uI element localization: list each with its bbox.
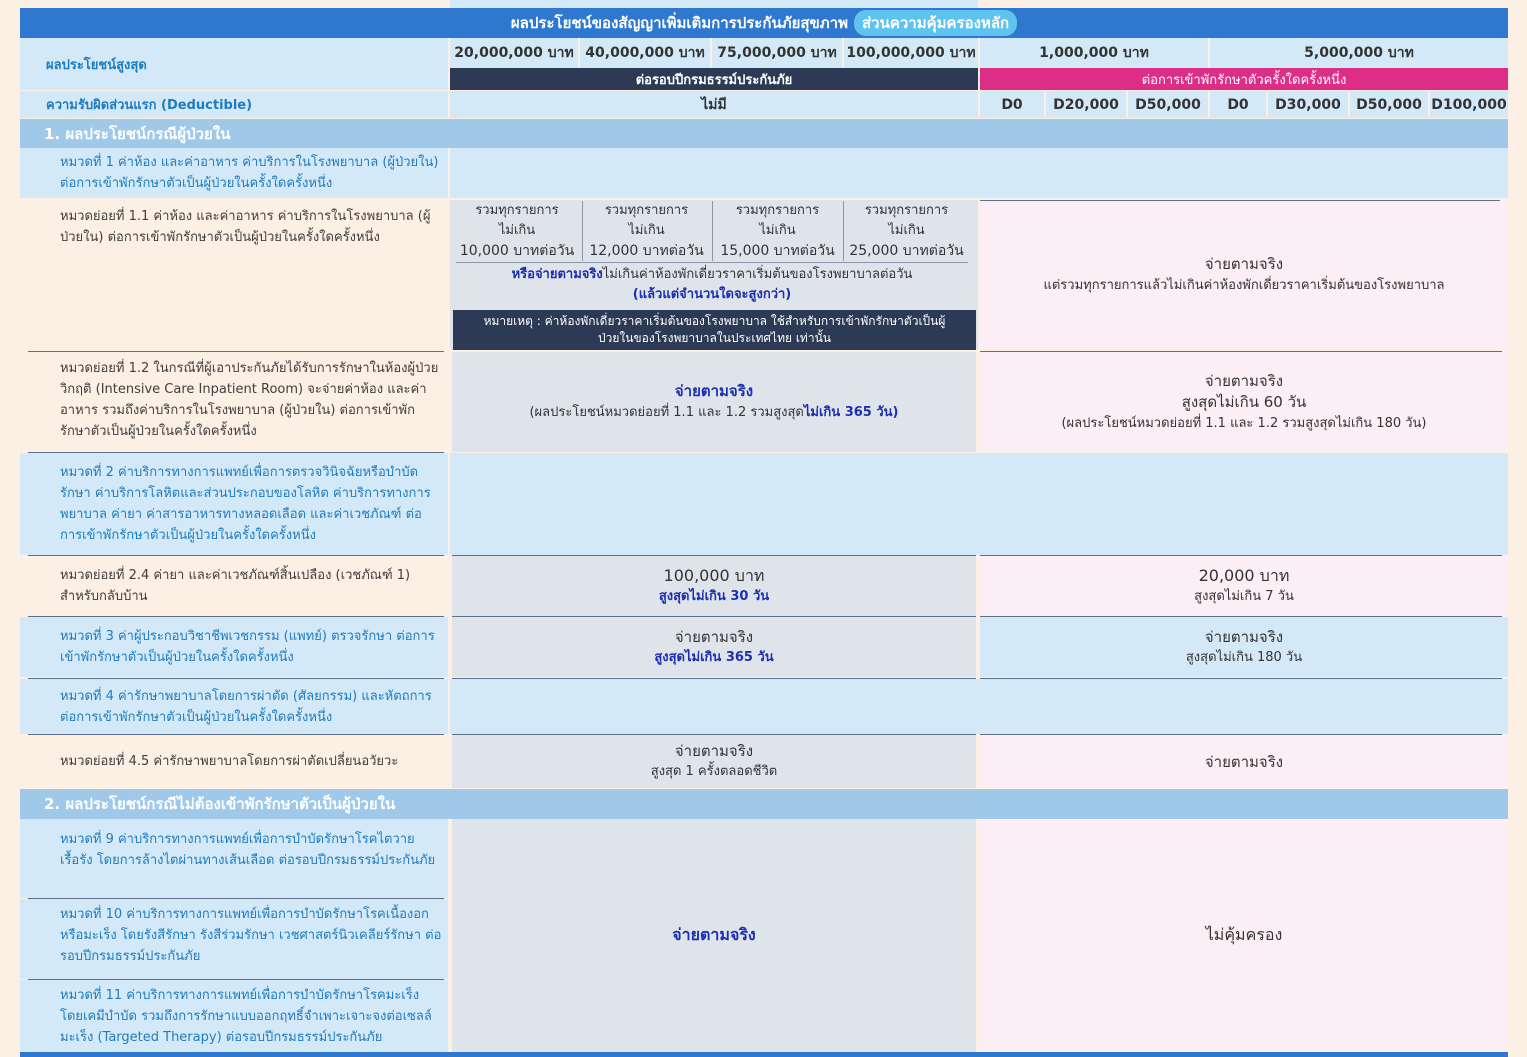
plan-line: รวมทุกรายการ [735,203,820,218]
row-sep [452,555,976,556]
deductible-none [450,91,978,118]
right-line-2: แต่รวมทุกรายการแล้วไม่เกินค่าห้องพักเดี่ยวราคาเริ่มต้นของโรงพยาบาล [1043,278,1445,293]
max-benefit-100m [844,38,978,68]
left-line-2: สูงสุดไม่เกิน 365 วัน [654,649,774,665]
or-actual-blue: หรือจ่ายตามจริง [511,267,603,282]
category-1-label [20,148,448,198]
left-line-2a: (ผลประโยชน์หมวดย่อยที่ 1.1 และ 1.2 รวมสูงสุด [529,405,804,420]
max-benefit-1m [980,38,1208,68]
category-11-label [20,980,448,1052]
category-3-text: หมวดที่ 3 ค่าผู้ประกอบวิชาชีพเวชกรรม (แพทย์) ตรวจรักษา ต่อการเข้าพักรักษาตัวเป็นผู้ป่วยในครั้งใดครั้งหนึ่ง [60,629,435,665]
plan-line: ไม่เกิน [759,223,796,238]
or-actual-text [454,264,970,306]
category-2-label [20,453,448,555]
category-9-label [20,819,448,898]
category-10-label [20,899,448,979]
deductible-value: D100,000 [1431,96,1507,113]
right-line-1: จ่ายตามจริง [1204,371,1284,390]
deductible-d30000 [1268,91,1348,118]
row-sep [980,616,1502,617]
row-sep [452,678,976,679]
deductible-value: D30,000 [1275,96,1341,113]
table-title: ผลประโยชน์ของสัญญาเพิ่มเติมการประกันภัยสุขภาพ [510,14,848,32]
period-right-bar [980,68,1508,90]
plan-line: 12,000 บาทต่อวัน [589,243,704,259]
subcategory-4-5-text: หมวดย่อยที่ 4.5 ค่ารักษาพยาบาลโดยการผ่าตัดเปลี่ยนอวัยวะ [60,754,399,769]
subcategory-1-2-text: หมวดย่อยที่ 1.2 ในกรณีที่ผู้เอาประกันภัยได้รับการรักษาในห้องผู้ป่วยวิกฤติ (Intensive Care Inpatient Room) จะจ่ายค่าห้อง และค่าอาหาร รวมถึงค่าบริการในโรงพยาบาล (ผู้ป่วยใน) ต่อการเข้าพักรักษาตัวเป็นผู้ป่วยในครั้งใดครั้งหนึ่ง [60,361,439,439]
max-benefit-40m [580,38,710,68]
deductible-d0-a [980,91,1044,118]
section-1-header [20,119,1508,148]
row-sep [452,616,976,617]
max-benefit-label-text: ผลประโยชน์สูงสุด [46,57,147,73]
subcategory-1-1-label [20,200,448,350]
category-4-fill [450,679,1508,734]
deductible-value: D0 [1227,96,1249,113]
plan-10000 [454,201,580,261]
category-1-fill [450,148,1508,198]
plan-line: 10,000 บาทต่อวัน [459,243,575,259]
category-11-text: หมวดที่ 11 ค่าบริการทางการแพทย์เพื่อการบำบัดรักษาโรคมะเร็ง โดยเคมีบำบัด รวมถึงการรักษาแบบออกฤทธิ์จำเพาะเจาะจงต่อเซลล์มะเร็ง (Targeted Therapy) ต่อรอบปีกรมธรรม์ประกันภัย [60,988,432,1045]
deductible-value: D20,000 [1053,96,1119,113]
left-line-2b: ไม่เกิน 365 วัน) [803,405,899,420]
max-benefit-value: 100,000,000 บาท [846,45,976,61]
header-mid-strip [450,0,978,8]
note-box [453,310,976,350]
section-2-left-cell [452,819,976,1052]
right-line-1: จ่ายตามจริง [1204,255,1284,273]
subcategory-1-2-label [20,352,448,452]
row-sep [980,351,1502,352]
plan-line: 15,000 บาทต่อวัน [720,243,835,259]
plan-line: 25,000 บาทต่อวัน [849,243,964,259]
deductible-d100000 [1430,91,1508,118]
max-benefit-value: 75,000,000 บาท [717,45,837,61]
right-line-1: จ่ายตามจริง [1204,627,1284,646]
bottom-strip [20,1052,1508,1057]
right-line-1: จ่ายตามจริง [1204,752,1284,771]
right-line-1: 20,000 บาท [1198,566,1290,585]
section-2-title: 2. ผลประโยชน์กรณีไม่ต้องเข้าพักรักษาตัวเป็นผู้ป่วยใน [44,795,396,813]
deductible-d20000 [1046,91,1126,118]
plan-line: รวมทุกรายการ [475,203,559,218]
subcategory-4-5-left-cell [452,735,976,788]
plan-line: ไม่เกิน [628,223,665,238]
plan-25000 [843,201,969,261]
deductible-value: D50,000 [1135,96,1201,113]
period-left-text: ต่อรอบปีกรมธรรม์ประกันภัย [635,72,793,88]
plan-divider [456,262,968,263]
subcategory-4-5-label [20,735,448,788]
max-benefit-value: 5,000,000 บาท [1304,45,1414,61]
left-line-1: จ่ายตามจริง [674,382,754,400]
category-2-fill [450,453,1508,555]
or-actual-line-2: (แล้วแต่จำนวนใดจะสูงกว่า) [632,287,792,302]
period-right-text: ต่อการเข้าพักรักษาตัวครั้งใดครั้งหนึ่ง [1141,72,1347,88]
right-line-2: สูงสุดไม่เกิน 180 วัน [1185,649,1303,665]
section-2-left-text: จ่ายตามจริง [672,925,756,944]
subcategory-2-4-text: หมวดย่อยที่ 2.4 ค่ายา และค่าเวชภัณฑ์สิ้นเปลือง (เวชภัณฑ์ 1) สำหรับกลับบ้าน [60,568,411,604]
section-1-title: 1. ผลประโยชน์กรณีผู้ป่วยใน [44,124,231,143]
max-benefit-value: 1,000,000 บาท [1039,45,1149,61]
category-1-text: หมวดที่ 1 ค่าห้อง และค่าอาหาร ค่าบริการในโรงพยาบาล (ผู้ป่วยใน) ต่อการเข้าพักรักษาตัวเป็นผู้ป่วยในครั้งใดครั้งหนึ่ง [60,155,439,191]
or-actual-rest: ไม่เกินค่าห้องพักเดี่ยวราคาเริ่มต้นของโรงพยาบาลต่อวัน [602,267,913,282]
plan-line: ไม่เกิน [888,223,925,238]
category-9-text: หมวดที่ 9 ค่าบริการทางการแพทย์เพื่อการบำบัดรักษาโรคไตวายเรื้อรัง โดยการล้างไตผ่านทางเส้นเลือด ต่อรอบปีกรมธรรม์ประกันภัย [60,832,436,868]
subcategory-1-1-text: หมวดย่อยที่ 1.1 ค่าห้อง และค่าอาหาร ค่าบริการในโรงพยาบาล (ผู้ป่วยใน) ต่อการเข้าพักรักษาตัวเป็นผู้ป่วยในครั้งใดครั้งหนึ่ง [60,209,431,245]
note-text: หมายเหตุ : ค่าห้องพักเดี่ยวราคาเริ่มต้นของโรงพยาบาล ใช้สำหรับการเข้าพักรักษาตัวเป็นผู้ป่วยในของโรงพยาบาลในประเทศไทย เท่านั้น [483,314,946,345]
right-line-2: สูงสุดไม่เกิน 60 วัน [1181,392,1307,411]
table-header [20,8,1508,38]
deductible-d0-b [1210,91,1266,118]
row-sep [980,678,1502,679]
subcategory-2-4-right-cell [980,556,1508,616]
left-line-2: สูงสุดไม่เกิน 30 วัน [658,589,770,604]
max-benefit-75m [712,38,842,68]
category-3-label [20,617,448,677]
section-2-right-text: ไม่คุ้มครอง [1205,925,1283,944]
deductible-none-text: ไม่มี [701,96,727,113]
plan-15000 [712,201,842,261]
right-line-2: สูงสุดไม่เกิน 7 วัน [1194,589,1294,604]
section-2-right-cell [980,819,1508,1052]
category-10-text: หมวดที่ 10 ค่าบริการทางการแพทย์เพื่อการบำบัดรักษาโรคเนื้องอกหรือมะเร็ง โดยรังสีรักษา รังสีร่วมรักษา เวชศาสตร์นิวเคลียร์รักษา ต่อรอบปีกรมธรรม์ประกันภัย [60,907,442,964]
left-line-1: 100,000 บาท [663,566,765,585]
left-line-2: สูงสุด 1 ครั้งตลอดชีวิต [650,764,778,779]
max-benefit-5m [1210,38,1508,68]
subcategory-1-2-left-cell [452,352,976,452]
deductible-label [20,91,448,118]
deductible-d50000-a [1128,91,1208,118]
plan-line: ไม่เกิน [498,223,536,238]
deductible-d50000-b [1350,91,1428,118]
deductible-value: D0 [1001,96,1023,113]
max-benefit-value: 20,000,000 บาท [454,45,574,61]
plan-line: รวมทุกรายการ [864,203,949,218]
max-benefit-label [20,38,448,90]
subcategory-4-5-right-cell [980,735,1508,788]
max-benefit-20m [450,38,578,68]
left-line-2 [529,402,898,424]
main-coverage-badge: ส่วนความคุ้มครองหลัก [854,10,1017,36]
deductible-value: D50,000 [1356,96,1422,113]
row-sep [452,734,976,735]
category-3-right-cell [980,617,1508,677]
plan-12000 [582,201,710,261]
right-line-3: (ผลประโยชน์หมวดย่อยที่ 1.1 และ 1.2 รวมสูงสุดไม่เกิน 180 วัน) [1061,415,1427,431]
left-line-1: จ่ายตามจริง [674,742,754,760]
plan-line: รวมทุกรายการ [604,203,689,218]
left-line-1: จ่ายตามจริง [674,627,754,646]
subcategory-1-2-right-cell [980,352,1508,452]
deductible-label-text: ความรับผิดส่วนแรก (Deductible) [46,98,253,113]
period-left-bar [450,68,978,90]
row-sep [980,555,1502,556]
row-sep [980,734,1502,735]
or-actual-line-1 [512,265,913,285]
category-4-label [20,679,448,734]
section-2-header [20,789,1508,819]
subcategory-2-4-left-cell [452,556,976,616]
subcategory-2-4-label [20,556,448,616]
category-4-text: หมวดที่ 4 ค่ารักษาพยาบาลโดยการผ่าตัด (ศัลยกรรม) และหัตถการ ต่อการเข้าพักรักษาตัวเป็นผู้ป่วยในครั้งใดครั้งหนึ่ง [60,688,432,725]
category-3-left-cell [452,617,976,677]
max-benefit-value: 40,000,000 บาท [585,45,705,61]
subcategory-1-1-right-cell [980,200,1508,350]
row-sep [980,200,1500,201]
category-2-text: หมวดที่ 2 ค่าบริการทางการแพทย์เพื่อการตรวจวินิจฉัยหรือบำบัดรักษา ค่าบริการโลหิตและส่วนประกอบของโลหิต ค่าบริการทางการพยาบาล ค่ายา ค่าสารอาหารทางหลอดเลือด และค่าเวชภัณฑ์ ต่อการเข้าพักรักษาตัวเป็นผู้ป่วยในครั้งใดครั้งหนึ่ง [60,465,431,543]
